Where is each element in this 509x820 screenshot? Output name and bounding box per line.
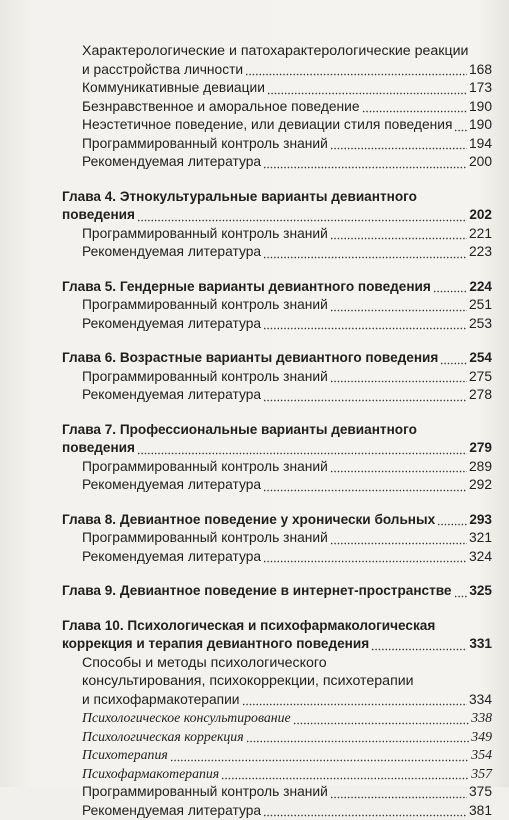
toc-entry-text: Программированный контроль знаний: [82, 529, 328, 548]
toc-entry-text: Психотерапия: [82, 746, 168, 765]
toc-entry-text: Психологическая коррекция: [82, 728, 244, 747]
dot-leader: [245, 62, 467, 76]
chapter-heading[interactable]: [62, 349, 492, 368]
toc-entry-row: [62, 783, 492, 802]
dot-leader: [454, 584, 468, 598]
toc-entry[interactable]: [62, 728, 492, 747]
dot-leader: [454, 118, 467, 132]
page-number: 190: [469, 116, 492, 135]
dot-leader: [263, 316, 467, 330]
dot-leader: [263, 155, 467, 169]
page-number: 254: [469, 349, 492, 368]
toc-entry-text: Программированный контроль знаний: [82, 368, 328, 387]
page-number: 173: [469, 79, 492, 98]
page-number: 325: [469, 582, 492, 601]
toc-entry-text: Психофармакотерапия: [82, 765, 219, 784]
toc-entry-text: Рекомендуемая литература: [82, 243, 261, 262]
page-number: 279: [469, 439, 492, 458]
chapter-heading-row: [62, 278, 492, 297]
toc-entry-text: Рекомендуемая литература: [82, 386, 261, 405]
toc-entry-line: Способы и методы психологического: [62, 654, 492, 673]
page-number: 293: [469, 511, 492, 530]
dot-leader: [170, 748, 470, 762]
page-number: 357: [471, 765, 492, 784]
chapter-heading[interactable]: [62, 582, 492, 601]
chapter-heading-row: [62, 349, 492, 368]
page-number: 278: [469, 386, 492, 405]
toc-entry[interactable]: [62, 98, 492, 117]
toc-entry[interactable]: [62, 529, 492, 548]
toc-entry-text: Рекомендуемая литература: [82, 476, 261, 495]
toc-entry-text: Программированный контроль знаний: [82, 458, 328, 477]
toc-entry-line: консультирования, психокоррекции, психотерапии: [62, 672, 492, 691]
toc-entry-row: [62, 116, 492, 135]
toc-entry[interactable]: [62, 42, 492, 79]
dot-leader: [330, 226, 467, 240]
toc-entry-text: Рекомендуемая литература: [82, 315, 261, 334]
page-number: 321: [469, 529, 492, 548]
dot-leader: [437, 512, 467, 526]
chapter-heading[interactable]: [62, 188, 492, 225]
toc-entry-row: [62, 368, 492, 387]
chapter-heading-line: Глава 10. Психологическая и психофармакологическая: [62, 617, 492, 636]
spacer: [62, 566, 492, 582]
toc-entry-text: Психологическое консультирование: [82, 709, 291, 728]
toc-entry[interactable]: [62, 368, 492, 387]
toc-entry-row: [62, 548, 492, 567]
toc-entry[interactable]: [62, 654, 492, 710]
chapter-heading-text: Глава 8. Девиантное поведение у хронически больных: [62, 511, 435, 530]
toc-entry[interactable]: [62, 225, 492, 244]
toc-entry-row: [62, 728, 492, 747]
toc-entry[interactable]: [62, 79, 492, 98]
toc-entry[interactable]: [62, 802, 492, 820]
toc-entry[interactable]: [62, 116, 492, 135]
dot-leader: [371, 637, 467, 651]
dot-leader: [263, 478, 467, 492]
toc-entry-row: [62, 529, 492, 548]
toc-entry-row: [62, 243, 492, 262]
toc-entry-row: [62, 386, 492, 405]
toc-entry[interactable]: [62, 153, 492, 172]
chapter-heading[interactable]: [62, 421, 492, 458]
dot-leader: [137, 441, 467, 455]
toc-entry-row: [62, 802, 492, 820]
chapter-heading[interactable]: [62, 511, 492, 530]
page-number: 334: [469, 691, 492, 710]
page-number: 275: [469, 368, 492, 387]
toc-entry-text: Рекомендуемая литература: [82, 153, 261, 172]
toc-entry-row: [62, 315, 492, 334]
toc-entry-row: [62, 765, 492, 784]
toc-entry-row: [62, 691, 492, 710]
page-number: 251: [469, 296, 492, 315]
page-number: 224: [469, 278, 492, 297]
dot-leader: [330, 136, 467, 150]
page-number: 253: [469, 315, 492, 334]
dot-leader: [267, 81, 467, 95]
chapter-heading-row: [62, 439, 492, 458]
page-number: 194: [469, 135, 492, 154]
dot-leader: [293, 711, 470, 725]
toc-entry-text: Безнравственное и аморальное поведение: [82, 98, 360, 117]
toc-entry-text: Программированный контроль знаний: [82, 135, 328, 154]
page-number: 223: [469, 243, 492, 262]
page-number: 289: [469, 458, 492, 477]
dot-leader: [433, 279, 467, 293]
dot-leader: [330, 459, 467, 473]
chapter-heading-text: поведения: [62, 439, 135, 458]
dot-leader: [440, 351, 467, 365]
table-of-contents: [62, 42, 492, 820]
chapter-heading-text: Глава 6. Возрастные варианты девиантного поведения: [62, 349, 438, 368]
toc-entry-row: [62, 153, 492, 172]
toc-entry-row: [62, 79, 492, 98]
dot-leader: [263, 245, 467, 259]
page-number: 190: [469, 98, 492, 117]
toc-entry-row: [62, 61, 492, 80]
toc-entry[interactable]: [62, 765, 492, 784]
toc-entry-text: и психофармакотерапии: [82, 691, 240, 710]
toc-entry[interactable]: [62, 746, 492, 765]
page-number: 202: [469, 206, 492, 225]
chapter-heading-row: [62, 206, 492, 225]
chapter-heading-text: Глава 9. Девиантное поведение в интернет-пространстве: [62, 582, 452, 601]
toc-entry-line: Характерологические и патохарактерологические реакции: [62, 42, 492, 61]
toc-entry-row: [62, 135, 492, 154]
toc-entry-row: [62, 709, 492, 728]
dot-leader: [246, 729, 470, 743]
chapter-heading-text: поведения: [62, 206, 135, 225]
toc-entry-text: Программированный контроль знаний: [82, 783, 328, 802]
page-number: 200: [469, 153, 492, 172]
toc-entry[interactable]: [62, 476, 492, 495]
toc-entry-row: [62, 225, 492, 244]
chapter-heading-row: [62, 635, 492, 654]
toc-entry-row: [62, 476, 492, 495]
page-number: 349: [471, 728, 492, 747]
page-number: 324: [469, 548, 492, 567]
spacer: [62, 495, 492, 511]
chapter-heading[interactable]: [62, 617, 492, 654]
chapter-heading-line: Глава 4. Этнокультуральные варианты девиантного: [62, 188, 492, 207]
toc-entry[interactable]: [62, 243, 492, 262]
page-number: 331: [469, 635, 492, 654]
page-number: 168: [469, 61, 492, 80]
toc-entry[interactable]: [62, 135, 492, 154]
toc-entry[interactable]: [62, 458, 492, 477]
chapter-heading[interactable]: [62, 278, 492, 297]
page-number: 375: [469, 783, 492, 802]
toc-entry-row: [62, 746, 492, 765]
toc-entry-row: [62, 98, 492, 117]
spacer: [62, 601, 492, 617]
page-number: 354: [471, 746, 492, 765]
dot-leader: [330, 531, 467, 545]
toc-entry[interactable]: [62, 296, 492, 315]
page-number: 338: [471, 709, 492, 728]
dot-leader: [330, 369, 467, 383]
spacer: [62, 333, 492, 349]
toc-entry-text: Рекомендуемая литература: [82, 802, 261, 820]
dot-leader: [263, 803, 467, 817]
dot-leader: [263, 549, 467, 563]
toc-entry-text: и расстройства личности: [82, 61, 243, 80]
toc-entry-text: Неэстетичное поведение, или девиации стиля поведения: [82, 116, 452, 135]
dot-leader: [362, 99, 467, 113]
page-number: 381: [469, 802, 492, 820]
toc-entry-text: Программированный контроль знаний: [82, 225, 328, 244]
spacer: [62, 405, 492, 421]
toc-entry[interactable]: [62, 315, 492, 334]
toc-entry-text: Программированный контроль знаний: [82, 296, 328, 315]
dot-leader: [137, 208, 467, 222]
chapter-heading-line: Глава 7. Профессиональные варианты девиантного: [62, 421, 492, 440]
chapter-heading-row: [62, 582, 492, 601]
spacer: [62, 172, 492, 188]
chapter-heading-text: Глава 5. Гендерные варианты девиантного поведения: [62, 278, 431, 297]
dot-leader: [263, 388, 467, 402]
toc-entry[interactable]: [62, 783, 492, 802]
chapter-heading-row: [62, 511, 492, 530]
toc-entry-row: [62, 458, 492, 477]
toc-entry[interactable]: [62, 709, 492, 728]
page-number: 292: [469, 476, 492, 495]
spacer: [62, 262, 492, 278]
toc-entry-text: Рекомендуемая литература: [82, 548, 261, 567]
page-number: 221: [469, 225, 492, 244]
toc-entry-text: Коммуникативные девиации: [82, 79, 265, 98]
toc-entry[interactable]: [62, 386, 492, 405]
dot-leader: [330, 298, 467, 312]
toc-entry[interactable]: [62, 548, 492, 567]
toc-entry-row: [62, 296, 492, 315]
chapter-heading-text: коррекция и терапия девиантного поведения: [62, 635, 369, 654]
dot-leader: [242, 692, 467, 706]
dot-leader: [221, 766, 469, 780]
